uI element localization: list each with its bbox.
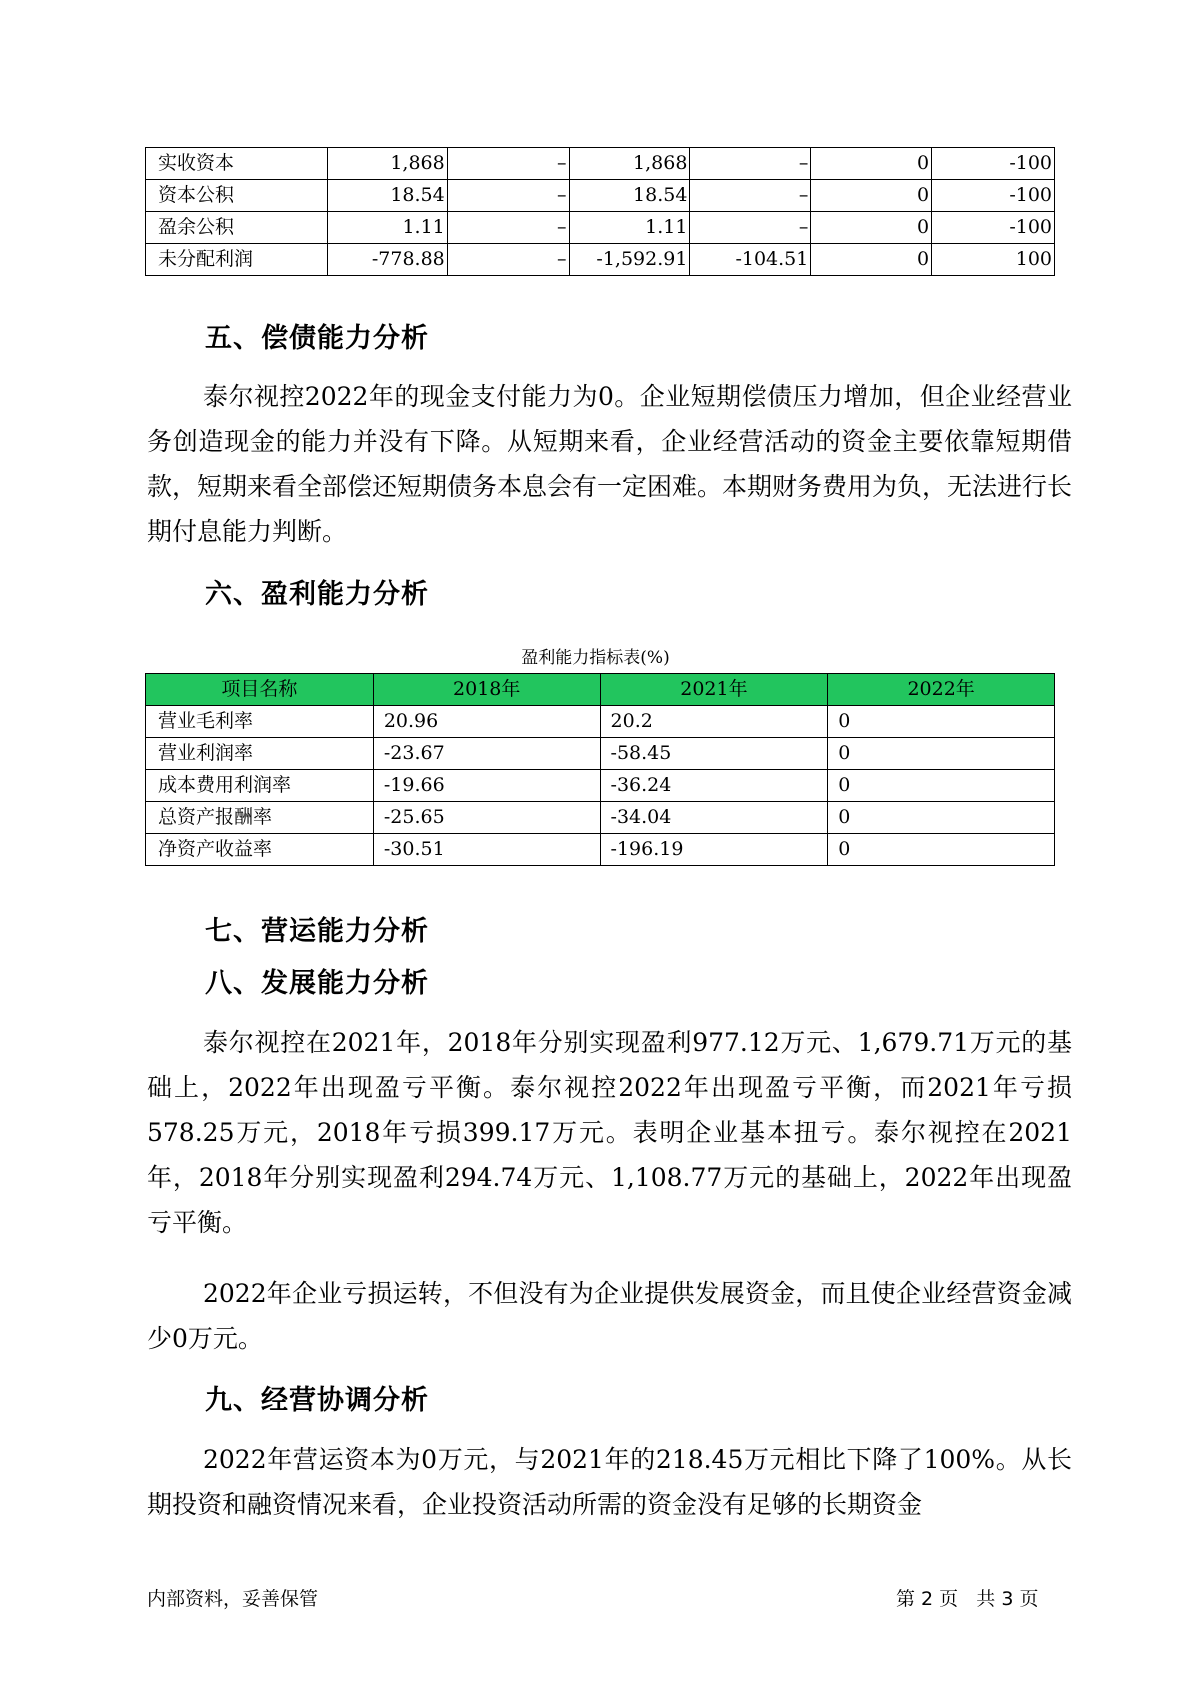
footer-page-number: 第 2 页 共 3 页	[896, 1588, 1039, 1610]
cell: –	[447, 148, 569, 180]
cell: -30.51	[373, 834, 600, 866]
row-label: 实收资本	[146, 148, 328, 180]
cell: –	[447, 212, 569, 244]
table-row	[146, 738, 1055, 770]
cell: –	[447, 180, 569, 212]
cell: 0	[811, 244, 932, 276]
paragraph-development-1: 泰尔视控在2021年，2018年分别实现盈利977.12万元、1,679.71万元的基础上，2022年出现盈亏平衡。泰尔视控2022年出现盈亏平衡，而2021年亏损578.25万元，2018年亏损399.17万元。表明企业基本扭亏。泰尔视控在2021年，2018年分别实现盈利294.74万元、1,108.77万元的基础上，2022年出现盈亏平衡。	[147, 1028, 1072, 1237]
row-label: 未分配利润	[146, 244, 328, 276]
cell: -100	[932, 148, 1055, 180]
row-label: 净资产收益率	[146, 834, 374, 866]
cell: 0	[828, 834, 1055, 866]
cell: -100	[932, 212, 1055, 244]
cell: 1.11	[569, 212, 690, 244]
table-row	[146, 148, 1055, 180]
cell: 1,868	[327, 148, 447, 180]
table-row	[146, 212, 1055, 244]
cell: 0	[828, 770, 1055, 802]
section-heading-coordination: 九、经营协调分析	[205, 1385, 429, 1416]
table-caption: 盈利能力指标表(%)	[521, 648, 670, 668]
table-header-row	[146, 674, 1055, 706]
cell: -36.24	[600, 770, 828, 802]
cell: 1,868	[569, 148, 690, 180]
cell: –	[690, 212, 811, 244]
section-heading-operations: 七、营运能力分析	[205, 916, 429, 947]
row-label: 资本公积	[146, 180, 328, 212]
cell: -100	[932, 180, 1055, 212]
cell: –	[690, 148, 811, 180]
cell: 20.96	[373, 706, 600, 738]
cell: 18.54	[569, 180, 690, 212]
table-row	[146, 770, 1055, 802]
cell: 1.11	[327, 212, 447, 244]
footer-confidential: 内部资料，妥善保管	[147, 1588, 319, 1610]
cell: -23.67	[373, 738, 600, 770]
section-heading-development: 八、发展能力分析	[205, 968, 429, 999]
cell: -104.51	[690, 244, 811, 276]
column-header: 2022年	[828, 674, 1055, 706]
cell: 0	[811, 212, 932, 244]
row-label: 成本费用利润率	[146, 770, 374, 802]
section-heading-profitability: 六、盈利能力分析	[205, 579, 429, 610]
profitability-table	[145, 673, 1055, 866]
cell: -1,592.91	[569, 244, 690, 276]
cell: -58.45	[600, 738, 828, 770]
section-heading-solvency: 五、偿债能力分析	[205, 323, 429, 354]
cell: 20.2	[600, 706, 828, 738]
paragraph-solvency: 泰尔视控2022年的现金支付能力为0。企业短期偿债压力增加，但企业经营业务创造现金的能力并没有下降。从短期来看，企业经营活动的资金主要依靠短期借款，短期来看全部偿还短期债务本息会有一定困难。本期财务费用为负，无法进行长期付息能力判断。	[147, 382, 1073, 546]
row-label: 营业毛利率	[146, 706, 374, 738]
table-row	[146, 244, 1055, 276]
table-row	[146, 706, 1055, 738]
cell: 0	[828, 738, 1055, 770]
cell: 0	[811, 180, 932, 212]
cell: 0	[828, 706, 1055, 738]
cell: –	[447, 244, 569, 276]
cell: -778.88	[327, 244, 447, 276]
column-header: 2021年	[600, 674, 828, 706]
paragraph-coordination: 2022年营运资本为0万元，与2021年的218.45万元相比下降了100%。从长期投资和融资情况来看，企业投资活动所需的资金没有足够的长期资金	[147, 1445, 1072, 1519]
cell: 0	[828, 802, 1055, 834]
cell: 18.54	[327, 180, 447, 212]
table-row	[146, 802, 1055, 834]
cell: -25.65	[373, 802, 600, 834]
table-row	[146, 180, 1055, 212]
row-label: 盈余公积	[146, 212, 328, 244]
row-label: 营业利润率	[146, 738, 374, 770]
cell: -196.19	[600, 834, 828, 866]
column-header: 2018年	[373, 674, 600, 706]
cell: –	[690, 180, 811, 212]
equity-table	[145, 147, 1055, 276]
paragraph-development-2: 2022年企业亏损运转，不但没有为企业提供发展资金，而且使企业经营资金减少0万元。	[147, 1279, 1072, 1353]
column-header: 项目名称	[146, 674, 374, 706]
table-row	[146, 834, 1055, 866]
cell: 100	[932, 244, 1055, 276]
cell: -34.04	[600, 802, 828, 834]
cell: -19.66	[373, 770, 600, 802]
row-label: 总资产报酬率	[146, 802, 374, 834]
cell: 0	[811, 148, 932, 180]
